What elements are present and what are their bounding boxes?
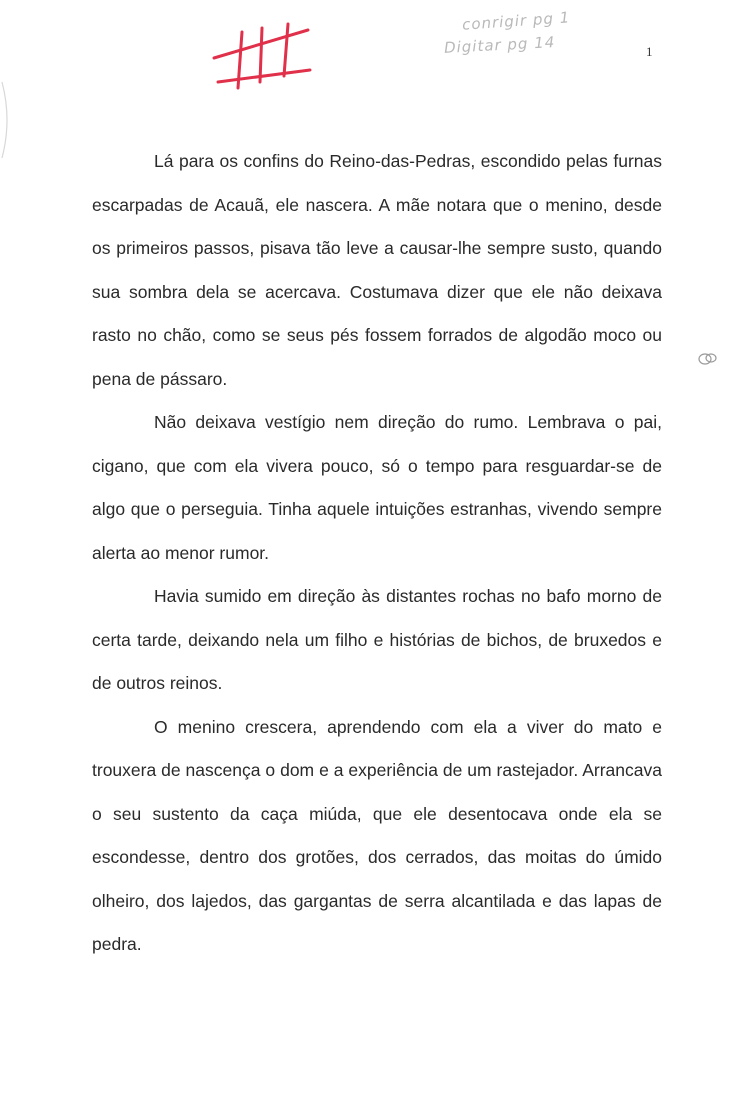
pencil-note-line-1: conrigir pg 1 <box>461 8 571 34</box>
page-number: 1 <box>646 44 653 59</box>
page-edge-mark <box>0 80 14 160</box>
paragraph-2: Não deixava vestígio nem direção do rumo. Lembrava o pai, cigano, que com ela vivera pouco, só o tempo para resguardar-se de algo que o perseguia. Tinha aquele intuições estranhas, vivendo sempre alerta ao menor rumor. <box>92 412 662 563</box>
red-hash-mark-icon <box>208 18 318 98</box>
document-body <box>92 140 662 967</box>
paragraph-1: Lá para os confins do Reino-das-Pedras, escondido pelas furnas escarpadas de Acauã, ele nascera. A mãe notara que o menino, desde os primeiros passos, pisava tão leve a causar-lhe sempre susto, quando sua sombra dela se acercava. Costumava dizer que ele não deixava rasto no chão, como se seus pés fossem forrados de algodão moco ou pena de pássaro. <box>92 151 662 389</box>
paragraph-3: Havia sumido em direção às distantes rochas no bafo morno de certa tarde, deixando nela um filho e histórias de bichos, de bruxedos e de outros reinos. <box>92 586 662 693</box>
pencil-note-line-2: Digitar pg 14 <box>443 33 556 57</box>
pencil-loop-mark-icon <box>696 350 720 368</box>
paragraph-4: O menino crescera, aprendendo com ela a viver do mato e trouxera de nascença o dom e a experiência de um rastejador. Arrancava o seu sustento da caça miúda, que ele desentocava onde ela se escondesse, dentro dos grotões, dos cerrados, das moitas do úmido olheiro, dos lajedos, das gargantas de serra alcantilada e das lapas de pedra. <box>92 716 662 954</box>
